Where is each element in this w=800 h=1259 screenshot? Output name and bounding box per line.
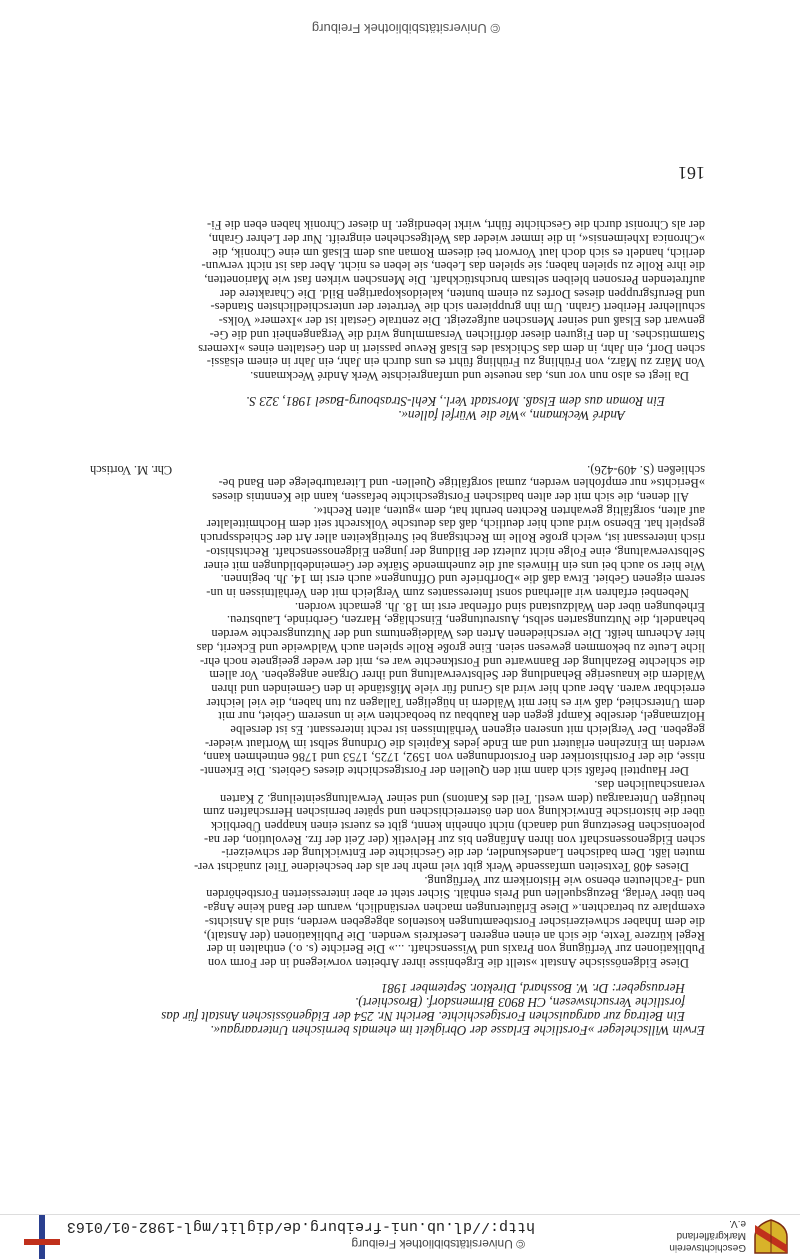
text-line: erreichbar waren. Aber auch hier wird als Grund für viele Mißstände in den Gemeinden und ihren: [211, 681, 705, 696]
text-line: muten läßt. Dem badischen Landeskundler, der die Geschichte der Entwicklung der schweizeri-: [221, 846, 705, 861]
society-line: Geschichtsverein: [669, 1242, 746, 1253]
text-line: Selbstverwaltung, eine Folge nicht zuletzt der Bildung der jungen Eidgenossenschaft. Rechtshisto-: [205, 544, 705, 559]
library-credit-footer: © Universitätsbibliothek Freiburg: [311, 21, 500, 36]
text-line: werden im Einzelnen erläutert und am Ende jedes Kapitels die Ordnung selbst im Wortlaut wieder-: [204, 736, 705, 751]
text-line: Erhebungen über den Waldzustand sind offenbar erst im 18. Jh. gemacht worden.: [294, 599, 705, 614]
text-line: auftretenden Personen bleiben seltsam bruchstückhaft. Die Menschen wirken fast wie Marionetten,: [204, 273, 705, 288]
text-line: hier Acherum heißt. Die verschiedenen Arten des Waldeigentums und der Nutzungsrechte werden: [211, 627, 705, 642]
text-line: gegeben. Der Vergleich mit unseren eigenen Verhältnissen ist recht interessant. Es ist derselbe: [230, 723, 705, 738]
review1-heading: [90, 981, 705, 1037]
text-line: Wäldern die knauserige Behandlung der Selbstverwaltung und ihrer Organe angegeben. Vor allem: [209, 668, 705, 683]
viewer-header: [0, 1214, 800, 1259]
review2-heading: [90, 394, 705, 422]
text-line: die schlechte Bezahlung der Bannwarte und Forstknechte war es, mit der weder geeignete noch ehr-: [199, 654, 705, 669]
heading-line: Erwin Willscheleger »Forstliche Erlasse der Obrigkeit im ehemals bernischen Unteraargau«.: [210, 1023, 705, 1038]
page-number: 161: [678, 163, 705, 183]
text-line: schen Dorf, ein Jahr, in dem das Schicksal des Elsaß Revue passiert in den Gestalten eines »Ixemers: [198, 341, 705, 356]
text-line: heutigen Unteraargau (dem westl. Teil des Kantons) und seiner Verwaltungseinteilung. 2 Karten: [220, 791, 705, 806]
text-line: All denen, die sich mit der alten badischen Forstgeschichte befassen, kann die Kenntnis dieses: [211, 490, 689, 505]
heading-line: Ein Roman aus dem Elsaß. Morstadt Verl., Kehl-Strasbourg-Basel 1981, 323 S.: [246, 393, 665, 409]
text-line: Publikationen zur Verfügung von Praxis und Wissenschaft. ...» Die Berichte (s. o.) enthalten in der: [206, 942, 705, 957]
paragraph: [90, 873, 705, 969]
text-line: Holzmangel, derselbe Kampf gegen den Raubbau zu beobachten wie in unserem Gebiet, nur mit: [218, 709, 705, 724]
text-line: »Chronica Ixheimensis«, in die immer wieder das Weltgeschehen eingreift. Nur der Lehrer Grahn,: [208, 231, 705, 246]
heading-line: Herausgeber: Dr. W. Bosshard, Direktor. September 1981: [380, 981, 685, 996]
text-line: poleonischen Besetzung und danach) nicht ohnehin kennt, gibt es zuerst einen knappen Überblick: [210, 818, 705, 833]
text-line: gespielt hat. Ebenso wird auch hier deutlich, daß das deutsche Volksrecht seit dem Hochmittelalter: [206, 517, 705, 532]
reviewer-signature: Chr. M. Vortisch: [90, 462, 173, 477]
text-line: die ihre Rolle zu spielen haben; sie spielen das Leben, sie leben es nicht. Aber das ist nicht verwun-: [201, 259, 705, 274]
text-line: veranschaulichen das.: [594, 777, 705, 792]
text-line: über die historische Entwicklung von den österreichischen und später bernischen Herrschaften zum: [203, 805, 705, 820]
document-url-link[interactable]: http://dl.ub.uni-freiburg.de/diglit/mgl-1982-01/0163: [66, 1218, 535, 1235]
heading-line: Ein Beitrag zur aargauischen Forstgeschichte. Bericht Nr. 254 der Eidgenössischen Anstalt für das: [161, 1009, 685, 1024]
text-line: dem Unterschied, daß wir es hier mit Wäldern in hügeligen Tallagen zu tun haben, die viel leichter: [206, 695, 705, 710]
text-line: schullehrer Heribert Grahn. Um ihn gruppieren sich die Vertreter der unterschiedlichsten Standes-: [210, 300, 705, 315]
text-line: behandelt, die Nutzungsarten selbst, Ausreutungen, Einschläge, Harzen, Gerbrinde, Laubstreu.: [226, 613, 705, 628]
text-line: ben über Verlag, Bezugsquellen und Preis enthält. Sicher steht er aber interessierten Forstbehörden: [206, 887, 705, 902]
heading-line: forstliche Versuchswesen, CH 8903 Birmensdorf. (Broschiert).: [355, 995, 685, 1010]
text-line: liche Leute zu bekommen gewesen seien. Eine große Rolle spielen auch Waldweide und Eckerit, das: [196, 640, 705, 655]
text-line: Regel kürzere Texte, die sich an einen engeren Leserkreis wenden. Die Publikationen (der Anstalt),: [203, 928, 705, 943]
text-line: die dem Inhaber schweizerischer Forstbeamtungen kostenlos abgegeben werden, sind als Ansichts-: [204, 914, 705, 929]
text-line: Diese Eidgenössische Anstalt »stellt die Ergebnisse ihrer Arbeiten vorwiegend in der Form von: [207, 956, 689, 970]
text-line: Dieses 408 Textseiten umfassende Werk gibt viel mehr her als der bescheidene Titel zunächst ver-: [194, 860, 689, 875]
text-line: nisse, die der Forsthistoriker den Forstordnungen von 1592, 1725, 1753 und 1786 entnehmen kann,: [203, 750, 705, 765]
text-line: derlich, handelt es sich doch laut Vorwort bei diesem Roman aus dem Elsaß um eine Chronik, die: [212, 245, 705, 260]
viewer-footer: [0, 0, 800, 44]
text-line: Da liegt es also nun vor uns, das neueste und umfangreichste Werk André Weckmanns.: [250, 368, 689, 383]
society-line: Markgräflerland e.V.: [676, 1218, 746, 1241]
paragraph: [90, 218, 705, 382]
text-line: Nebenbei erfahren wir allerhand sonst Interessantes zum Vergleich mit den Verhältnissen in un-: [206, 586, 689, 601]
text-line: auf alten, sorgfältig gewahrten Rechten beruht hat, dem »guten, alten Recht«.: [313, 503, 705, 518]
paragraph: [90, 599, 705, 777]
paragraph: [90, 503, 705, 599]
paragraph: [90, 777, 705, 873]
text-line: und Berufsgruppen dieses Dorfes zu einem bunten, kaleidoskopartigen Bild. Die Charaktere der: [219, 286, 705, 301]
text-line: serem eigenen Gebiet. Etwa daß die »Dorfbriefe und Offnungen« auch erst im 14. Jh. beginnen.: [220, 572, 705, 587]
society-name: [669, 1217, 746, 1253]
text-line: Der Hauptteil befaßt sich dann mit den Quellen der Forstgeschichte dieses Gebiets. Die Erkennt-: [199, 764, 689, 779]
text-line: exemplare zu betrachten.« Diese Erläuterungen machen verständlich, warum der Band keine Anga-: [203, 901, 705, 916]
heading-line: André Weckmann, »Wie die Würfel fallen«.: [398, 407, 625, 423]
coat-of-arms-logo: [752, 1219, 790, 1255]
text-line: Wie hier so auch bei uns ein Hinweis auf die zunehmende Stärke der Gemeindebildungen mit einer: [203, 558, 705, 573]
text-line: schließen (S. 409-426).: [587, 462, 705, 477]
text-line: Stammtisches. In den Figuren dieser dörflichen Versammlung wird die Vergangenheit und die Ge-: [209, 327, 705, 342]
university-logo-icon: [24, 1215, 60, 1259]
text-line: und -Fachleuten ebenso wie Historikern zur Verfügung.: [424, 873, 705, 888]
text-line: Von März zu März, von Frühling zu Frühling führt es uns durch ein Jahr, ein Jahr in einem elsässi-: [206, 355, 705, 370]
text-line: »Berichts« nur empfohlen werden, zumal sorgfältige Quellen- und Literaturbelege den Band be-: [218, 476, 705, 491]
library-credit: © Universitätsbibliothek Freiburg: [351, 1237, 525, 1251]
text-line: schen Eidgenossenschaft von ihren Anfängen bis zur Helvetik (der Zeit der frz. Revolution, der na-: [203, 832, 705, 847]
document-text: [90, 218, 705, 1037]
text-line: genwart des Elsaß und seiner Menschen aufgezeigt. Die zentrale Gestalt ist der »Ixemer« Volks-: [218, 314, 705, 329]
text-line: risch interessant ist, welch große Rolle im Rechtsgang bei Streitigkeiten aller Art der Schiedsspruch: [200, 531, 705, 546]
text-line: der als Chronist durch die Geschichte führt, wirkt lebendiger. In dieser Chronik haben eben die Fi-: [206, 218, 705, 233]
